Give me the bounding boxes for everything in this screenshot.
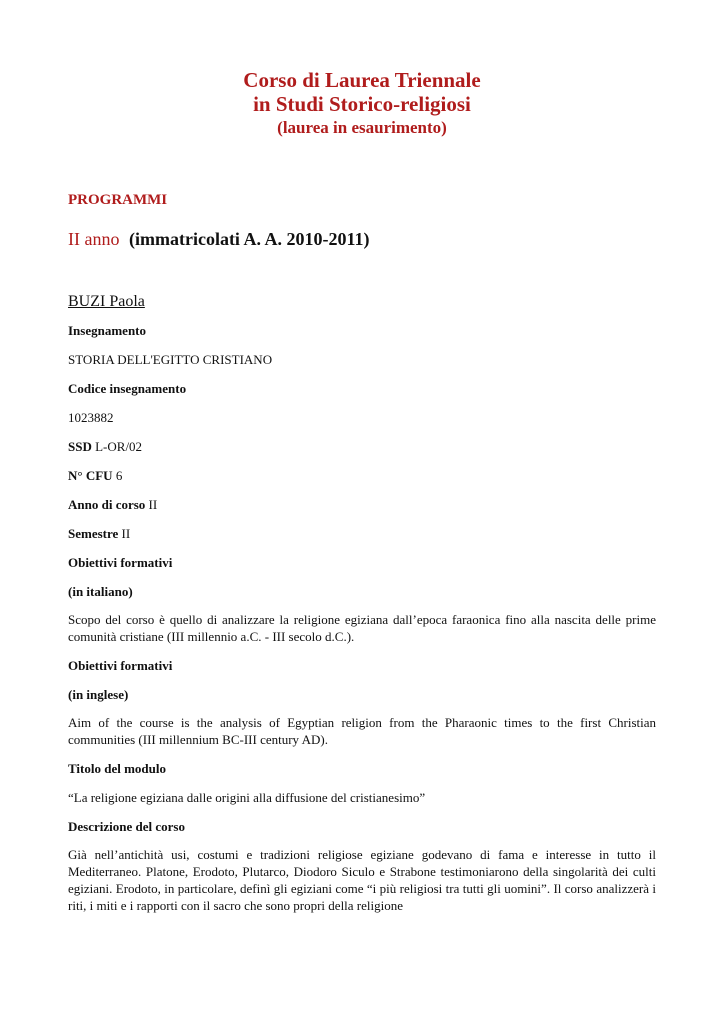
title-line-2: in Studi Storico-religiosi	[253, 92, 471, 116]
titolo-label: Titolo del modulo	[68, 761, 167, 776]
cfu-label: N° CFU	[68, 468, 113, 483]
codice-value: 1023882	[68, 410, 114, 425]
ssd-value: L-OR/02	[95, 439, 143, 454]
codice-label: Codice insegnamento	[68, 381, 187, 396]
descrizione-text: Già nell’antichità usi, costumi e tradizioni religiose egiziane godevano di fama e interesse in tutto il Mediterraneo. Platone, Erodoto, Plutarco, Diodoro Siculo e Strabone testimoniarono della singolarità dei culti egiziani. Erodoto, in particolare, definì gli egiziani come “i più religiosi tra tutti gli uomini”. Il corso analizzerà i riti, i miti e i rapporti con il sacro che sono propri della religione	[68, 847, 656, 913]
ssd-row	[68, 438, 656, 455]
anno-corso-row	[68, 496, 656, 513]
cfu-row	[68, 467, 656, 484]
insegnamento-value: STORIA DELL'EGITTO CRISTIANO	[68, 352, 273, 367]
semestre-label: Semestre	[68, 526, 119, 541]
author-name: BUZI Paola	[68, 293, 145, 310]
semestre-value: II	[121, 526, 131, 541]
anno-corso-value: II	[148, 497, 158, 512]
cfu-value: 6	[115, 468, 123, 483]
year-detail: (immatricolati A. A. 2010-2011)	[128, 229, 370, 249]
obiettivi-it-label: Obiettivi formativi	[68, 555, 173, 570]
anno-corso-label: Anno di corso	[68, 497, 146, 512]
obiettivi-en-text: Aim of the course is the analysis of Egyptian religion from the Pharaonic times to the first Christian communities (III millennium BC-III century AD).	[68, 715, 656, 747]
semestre-row	[68, 525, 656, 542]
title-line-1: Corso di Laurea Triennale	[243, 68, 481, 92]
titolo-value: “La religione egiziana dalle origini alla diffusione del cristianesimo”	[68, 790, 426, 805]
obiettivi-en-label: Obiettivi formativi	[68, 658, 173, 673]
obiettivi-en-sub: (in inglese)	[68, 687, 129, 702]
descrizione-label: Descrizione del corso	[68, 819, 185, 834]
year-heading	[68, 228, 656, 250]
section-heading: PROGRAMMI	[68, 192, 168, 208]
year-label: II anno	[68, 229, 120, 249]
obiettivi-it-sub: (in italiano)	[68, 584, 133, 599]
ssd-label: SSD	[68, 439, 92, 454]
insegnamento-label: Insegnamento	[68, 323, 147, 338]
title-line-3: (laurea in esaurimento)	[277, 118, 447, 137]
obiettivi-it-text: Scopo del corso è quello di analizzare la religione egiziana dall’epoca faraonica fino alla nascita delle prime comunità cristiane (III millennio a.C. - III secolo d.C.).	[68, 612, 656, 644]
document-title	[68, 68, 656, 139]
